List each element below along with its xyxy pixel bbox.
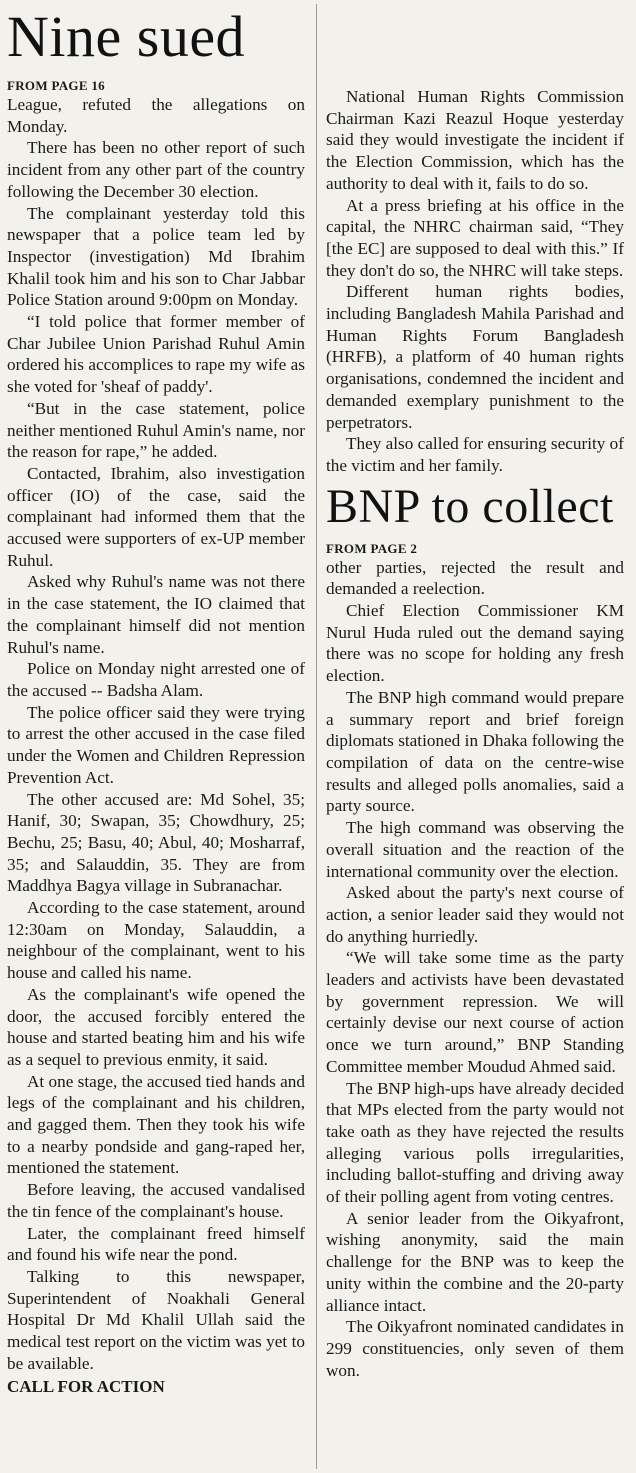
paragraph: Talking to this newspaper, Superintendent of Noakhali General Hospital Dr Md Khalil Ullah said the medical test report on the victim was yet to be available. <box>7 1266 305 1373</box>
paragraph: “But in the case statement, police neither mentioned Ruhul Amin's name, nor the reason for rape,” he added. <box>7 398 305 462</box>
nine-sued-article <box>7 0 305 1398</box>
nine-sued-continuation <box>326 86 624 477</box>
paragraph: Different human rights bodies, including Bangladesh Mahila Parishad and Human Rights Forum Bangladesh (HRFB), a platform of 40 human rights organisations, condemned the incident and demanded exemplary punishment to the perpetrators. <box>326 282 624 432</box>
paragraph: A senior leader from the Oikyafront, wishing anonymity, said the main challenge for the BNP was to keep the unity within the combine and the 20-party alliance intact. <box>326 1208 624 1315</box>
kicker-from-page-16: FROM PAGE 16 <box>7 78 105 93</box>
paragraph: At a press briefing at his office in the capital, the NHRC chairman said, “They [the EC] are supposed to deal with this.” If they don't do so, the NHRC will take steps. <box>326 195 624 280</box>
paragraph: There has been no other report of such incident from any other part of the country following the December 30 election. <box>7 138 305 201</box>
kicker-from-page-2: FROM PAGE 2 <box>326 540 418 556</box>
paragraph: Chief Election Commissioner KM Nurul Huda ruled out the demand saying there was no scope for holding any fresh election. <box>326 601 624 686</box>
bnp-to-collect-body <box>326 557 624 1382</box>
paragraph: The BNP high command would prepare a summary report and brief foreign diplomats stationed in Dhaka following the compilation of data on the centre-wise results and alleged polls anomalies, said a party source. <box>326 687 624 816</box>
paragraph: “I told police that former member of Char Jubilee Union Parishad Ruhul Amin ordered his accomplices to rape my wife as she voted for 'sheaf of paddy'. <box>7 312 305 397</box>
paragraph: The other accused are: Md Sohel, 35; Hanif, 30; Swapan, 35; Chowdhury, 25; Bechu, 25; Basu, 40; Abul, 40; Mosharraf, 35; and Salauddin, 35. They are from Maddhya Bagya village in Subranachar. <box>7 789 305 896</box>
paragraph: Before leaving, the accused vandalised the tin fence of the complainant's house. <box>7 1180 305 1221</box>
paragraph: According to the case statement, around 12:30am on Monday, Salauddin, a neighbour of the complainant, went to his house and called his name. <box>7 898 305 983</box>
paragraph: National Human Rights Commission Chairman Kazi Reazul Hoque yesterday said they would investigate the incident if the Election Commission, which has the authority to deal with it, fails to do so. <box>326 87 624 193</box>
headline-bnp-to-collect: BNP to collect <box>326 479 614 533</box>
right-column <box>326 0 624 1381</box>
paragraph: other parties, rejected the result and demanded a reelection. <box>326 557 624 599</box>
paragraph: The Oikyafront nominated candidates in 299 constituencies, only seven of them won. <box>326 1317 624 1380</box>
paragraph: Asked about the party's next course of action, a senior leader said they would not do anything hurriedly. <box>326 883 624 946</box>
subhead-call-for-action: CALL FOR ACTION <box>7 1377 165 1397</box>
paragraph: Contacted, Ibrahim, also investigation officer (IO) of the case, said the complainant had informed them that the accused were supporters of ex-UP member Ruhul. <box>7 463 305 570</box>
paragraph: The BNP high-ups have already decided that MPs elected from the party would not take oath as they have rejected the results alleging various polls irregularities, including ballot-stuffing and driving away of their polling agent from voting centres. <box>326 1078 624 1207</box>
paragraph: As the complainant's wife opened the door, the accused forcibly entered the house and started beating him and his wife as a sequel to previous enmity, it said. <box>7 984 305 1069</box>
paragraph: The complainant yesterday told this newspaper that a police team led by Inspector (investigation) Md Ibrahim Khalil took him and his son to Char Jabbar Police Station around 9:00pm on Monday. <box>7 203 305 310</box>
column-divider <box>316 4 317 1469</box>
paragraph: Later, the complainant freed himself and found his wife near the pond. <box>7 1223 305 1265</box>
paragraph: League, refuted the allegations on Monday. <box>7 95 305 136</box>
paragraph: The police officer said they were trying to arrest the other accused in the case filed under the Women and Children Repression Prevention Act. <box>7 702 305 787</box>
paragraph: They also called for ensuring security of the victim and her family. <box>326 434 624 475</box>
nine-sued-body <box>7 94 305 1374</box>
paragraph: The high command was observing the overall situation and the reaction of the international community over the election. <box>326 818 624 881</box>
paragraph: Asked why Ruhul's name was not there in the case statement, the IO claimed that the complainant himself did not mention Ruhul's name. <box>7 572 305 657</box>
paragraph: Police on Monday night arrested one of the accused -- Badsha Alam. <box>7 659 305 700</box>
paragraph: At one stage, the accused tied hands and legs of the complainant and his children, and gagged them. Then they took his wife to a nearby pondside and gang-raped her, mentioned the statement. <box>7 1071 305 1178</box>
headline-nine-sued: Nine sued <box>7 4 246 69</box>
paragraph: “We will take some time as the party leaders and activists have been devastated by government repression. We will certainly devise our next course of action once we turn around,” BNP Standing Committee member Moudud Ahmed said. <box>326 948 624 1076</box>
